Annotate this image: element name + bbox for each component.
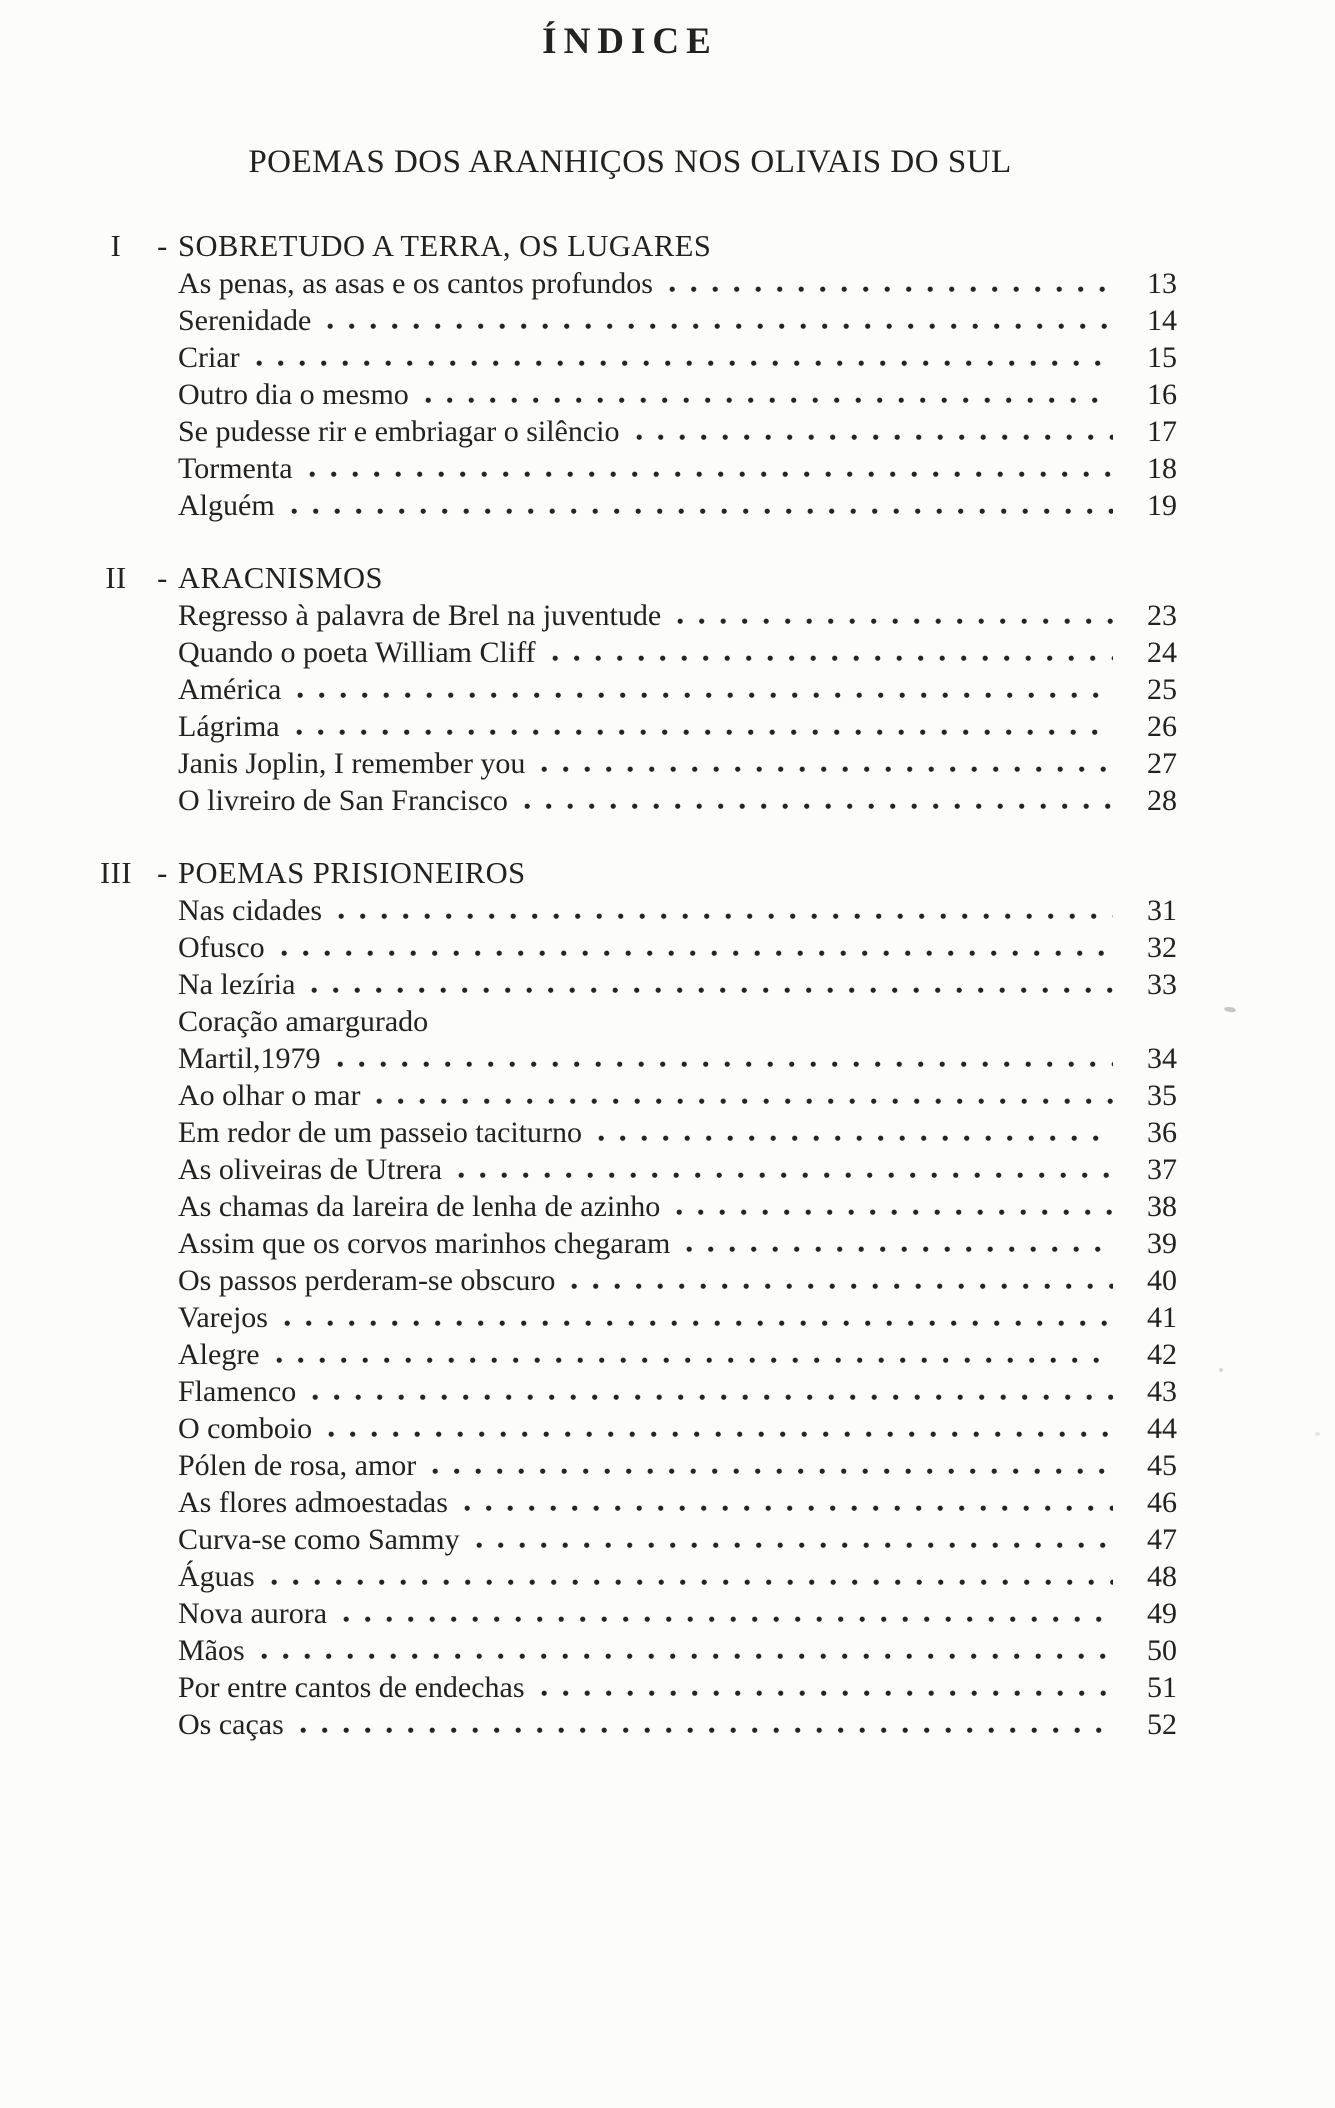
toc-entry (85, 745, 1191, 782)
toc-entry (85, 1225, 1191, 1262)
dot-leader-icon (425, 397, 1113, 404)
entry-label: Quando o poeta William Cliff (178, 636, 536, 669)
entry-page: 25 (1147, 673, 1177, 706)
dot-leader-icon (677, 618, 1113, 625)
page-header (0, 22, 1260, 182)
entry-page: 39 (1147, 1227, 1177, 1260)
entry-label: Alegre (178, 1338, 260, 1371)
section-dash: - (157, 561, 168, 595)
entry-page: 48 (1147, 1560, 1177, 1593)
entry-label: Assim que os corvos marinhos chegaram (178, 1227, 671, 1260)
dot-leader-icon (541, 766, 1113, 773)
entry-page: 18 (1147, 452, 1177, 485)
entry-label: Ofusco (178, 931, 265, 964)
section-heading (85, 560, 1191, 597)
toc-section (85, 560, 1191, 819)
toc (85, 228, 1191, 1743)
dot-leader-icon (343, 1616, 1113, 1623)
toc-entry (85, 966, 1191, 1003)
toc-entry (85, 782, 1191, 819)
section-entries (85, 597, 1191, 819)
dot-leader-icon (284, 1320, 1113, 1327)
dot-leader-icon (636, 434, 1113, 441)
toc-entry (85, 265, 1191, 302)
toc-entry (85, 1706, 1191, 1743)
entry-label: Nova aurora (178, 1597, 328, 1630)
dot-leader-icon (552, 655, 1113, 662)
entry-page: 49 (1147, 1597, 1177, 1630)
entry-page: 45 (1147, 1449, 1177, 1482)
dot-leader-icon (676, 1209, 1113, 1216)
toc-section (85, 228, 1191, 524)
entry-page: 36 (1147, 1116, 1177, 1149)
entry-page: 41 (1147, 1301, 1177, 1334)
entry-page: 42 (1147, 1338, 1177, 1371)
toc-entry (85, 302, 1191, 339)
toc-entry (85, 1003, 1191, 1040)
toc-entry (85, 1040, 1191, 1077)
toc-entry (85, 487, 1191, 524)
section-dash: - (157, 856, 168, 890)
toc-entry (85, 1336, 1191, 1373)
dot-leader-icon (571, 1283, 1113, 1290)
entry-label: O comboio (178, 1412, 313, 1445)
toc-entry (85, 1151, 1191, 1188)
entry-label: As oliveiras de Utrera (178, 1153, 443, 1186)
toc-entry (85, 1299, 1191, 1336)
dot-leader-icon (309, 471, 1113, 478)
toc-entry (85, 1558, 1191, 1595)
entry-label: Nas cidades (178, 894, 323, 927)
entry-label: Mãos (178, 1634, 245, 1667)
entry-label: Regresso à palavra de Brel na juventude (178, 599, 662, 632)
entry-label: Tormenta (178, 452, 293, 485)
section-entries (85, 265, 1191, 524)
entry-label: Janis Joplin, I remember you (178, 747, 526, 780)
toc-section (85, 855, 1191, 1743)
entry-label: Martil,1979 (178, 1042, 321, 1075)
toc-entry (85, 1595, 1191, 1632)
dot-leader-icon (276, 1357, 1113, 1364)
entry-label: Os caças (178, 1708, 284, 1741)
toc-entry (85, 1410, 1191, 1447)
scan-artifact (1224, 1006, 1237, 1013)
toc-entry (85, 1447, 1191, 1484)
dot-leader-icon (669, 286, 1113, 293)
entry-label: Criar (178, 341, 240, 374)
toc-entry (85, 1262, 1191, 1299)
entry-label: Águas (178, 1560, 255, 1593)
entry-label: As chamas da lareira de lenha de azinho (178, 1190, 661, 1223)
entry-page: 27 (1147, 747, 1177, 780)
entry-label: Os passos perderam-se obscuro (178, 1264, 556, 1297)
page-title: ÍNDICE (542, 21, 718, 62)
section-heading (85, 855, 1191, 892)
dot-leader-icon (328, 1431, 1113, 1438)
dot-leader-icon (432, 1468, 1113, 1475)
toc-entry (85, 929, 1191, 966)
entry-page: 31 (1147, 894, 1177, 927)
toc-entry (85, 597, 1191, 634)
dot-leader-icon (458, 1172, 1113, 1179)
toc-entry (85, 1188, 1191, 1225)
entry-label: Outro dia o mesmo (178, 378, 409, 411)
toc-entry (85, 413, 1191, 450)
toc-entry (85, 376, 1191, 413)
dot-leader-icon (261, 1653, 1113, 1660)
entry-page: 26 (1147, 710, 1177, 743)
entry-page: 35 (1147, 1079, 1177, 1112)
dot-leader-icon (296, 729, 1113, 736)
scan-artifact (1315, 1432, 1320, 1436)
entry-label: As penas, as asas e os cantos profundos (178, 267, 653, 300)
toc-entry (85, 1077, 1191, 1114)
entry-label: Pólen de rosa, amor (178, 1449, 417, 1482)
entry-label: Flamenco (178, 1375, 297, 1408)
dot-leader-icon (376, 1098, 1113, 1105)
entry-page: 47 (1147, 1523, 1177, 1556)
entry-page: 14 (1147, 304, 1177, 337)
toc-entry (85, 1114, 1191, 1151)
section-numeral: I (110, 229, 122, 263)
entry-page: 16 (1147, 378, 1177, 411)
entry-label: Serenidade (178, 304, 312, 337)
entry-label: As flores admoestadas (178, 1486, 448, 1519)
toc-entry (85, 339, 1191, 376)
dot-leader-icon (312, 1394, 1113, 1401)
entry-page: 37 (1147, 1153, 1177, 1186)
entry-page: 44 (1147, 1412, 1177, 1445)
toc-entry (85, 1632, 1191, 1669)
dot-leader-icon (281, 950, 1113, 957)
toc-entry (85, 1373, 1191, 1410)
entry-page: 40 (1147, 1264, 1177, 1297)
entry-label: América (178, 673, 282, 706)
section-entries (85, 892, 1191, 1743)
toc-entry (85, 450, 1191, 487)
entry-page: 38 (1147, 1190, 1177, 1223)
section-numeral: III (100, 856, 132, 890)
dot-leader-icon (337, 1061, 1114, 1068)
entry-page: 50 (1147, 1634, 1177, 1667)
toc-entry (85, 708, 1191, 745)
section-heading (85, 228, 1191, 265)
dot-leader-icon (311, 987, 1113, 994)
entry-label: Coração amargurado (178, 1005, 429, 1038)
dot-leader-icon (256, 360, 1113, 367)
entry-label: Na lezíria (178, 968, 296, 1001)
entry-page: 13 (1147, 267, 1177, 300)
dot-leader-icon (464, 1505, 1113, 1512)
toc-entry (85, 892, 1191, 929)
entry-label: Ao olhar o mar (178, 1079, 361, 1112)
dot-leader-icon (271, 1579, 1113, 1586)
entry-page: 23 (1147, 599, 1177, 632)
entry-label: Varejos (178, 1301, 268, 1334)
entry-page: 52 (1147, 1708, 1177, 1741)
entry-page: 33 (1147, 968, 1177, 1001)
dot-leader-icon (327, 323, 1113, 330)
entry-label: Curva-se como Sammy (178, 1523, 460, 1556)
toc-entry (85, 1484, 1191, 1521)
entry-page: 28 (1147, 784, 1177, 817)
dot-leader-icon (686, 1246, 1113, 1253)
entry-label: Se pudesse rir e embriagar o silêncio (178, 415, 620, 448)
entry-page: 17 (1147, 415, 1177, 448)
section-title: SOBRETUDO A TERRA, OS LUGARES (178, 229, 712, 263)
dot-leader-icon (300, 1727, 1113, 1734)
toc-entry (85, 1521, 1191, 1558)
toc-entry (85, 671, 1191, 708)
dot-leader-icon (541, 1690, 1113, 1697)
toc-entry (85, 634, 1191, 671)
entry-page: 34 (1147, 1042, 1177, 1075)
entry-page: 46 (1147, 1486, 1177, 1519)
section-title: POEMAS PRISIONEIROS (178, 856, 526, 890)
collection-title: POEMAS DOS ARANHIÇOS NOS OLIVAIS DO SUL (248, 144, 1012, 180)
entry-label: Alguém (178, 489, 275, 522)
dot-leader-icon (598, 1135, 1113, 1142)
section-title: ARACNISMOS (178, 561, 383, 595)
entry-label: O livreiro de San Francisco (178, 784, 508, 817)
entry-page: 51 (1147, 1671, 1177, 1704)
entry-label: Em redor de um passeio taciturno (178, 1116, 583, 1149)
section-dash: - (157, 229, 168, 263)
entry-page: 24 (1147, 636, 1177, 669)
entry-label: Lágrima (178, 710, 280, 743)
entry-page: 19 (1147, 489, 1177, 522)
entry-page: 43 (1147, 1375, 1177, 1408)
toc-entry (85, 1669, 1191, 1706)
section-numeral: II (105, 561, 127, 595)
dot-leader-icon (338, 913, 1113, 920)
dot-leader-icon (297, 692, 1113, 699)
dot-leader-icon (524, 803, 1113, 810)
entry-label: Por entre cantos de endechas (178, 1671, 525, 1704)
entry-page: 32 (1147, 931, 1177, 964)
entry-page: 15 (1147, 341, 1177, 374)
scan-artifact (1219, 1368, 1223, 1372)
dot-leader-icon (476, 1542, 1113, 1549)
dot-leader-icon (291, 508, 1113, 515)
